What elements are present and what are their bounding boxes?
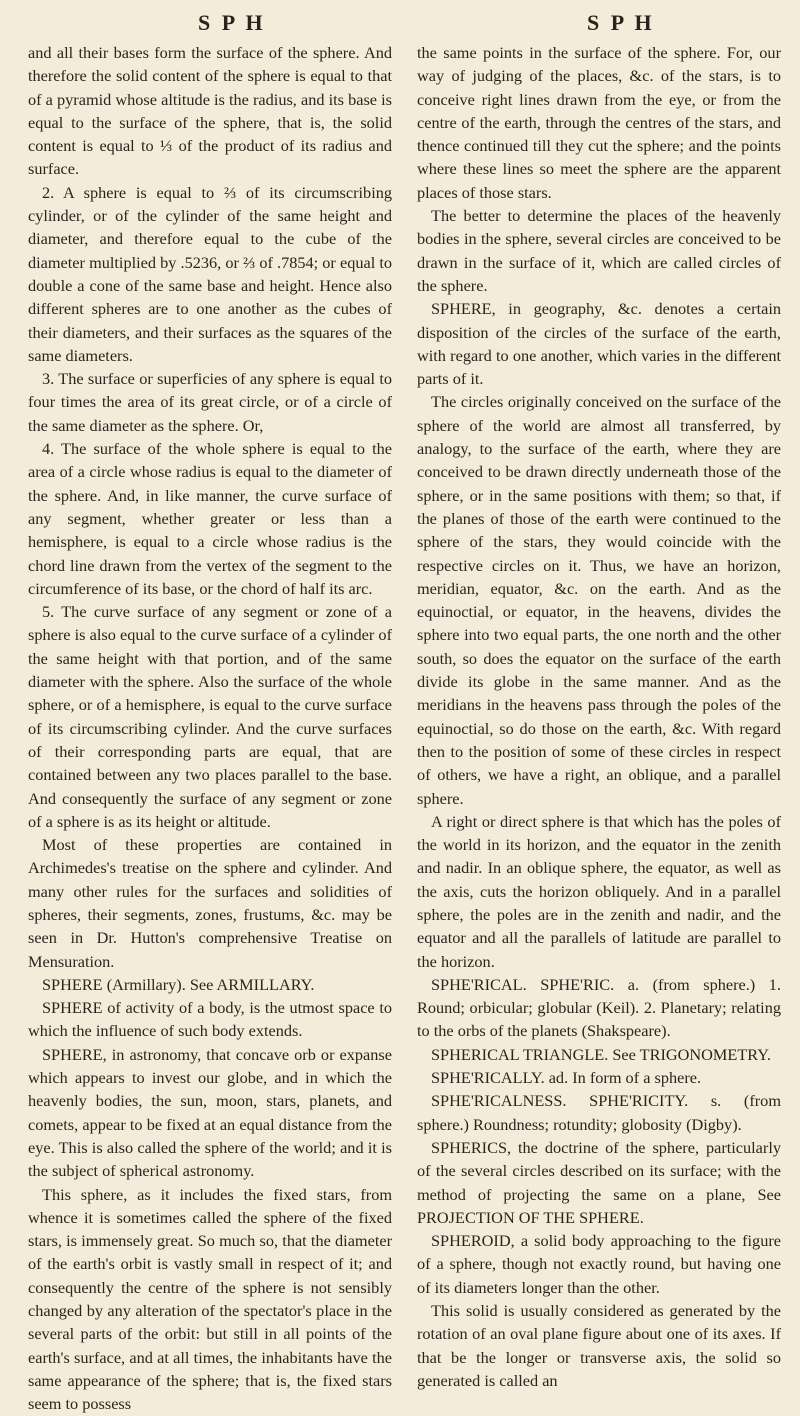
paragraph: 2. A sphere is equal to ⅔ of its circumscribing cylinder, or of the cylinder of the same height and diameter, and therefore equal to the cube of the diameter multiplied by .5236, or ⅔ of .7854; or equal to double a cone of the same base and height. Hence also different spheres are to one another as the cubes of their diameters, and their surfaces as the squares of the same diameters. [28,182,392,365]
left-text-column [28,41,392,1414]
paragraph: This solid is usually considered as generated by the rotation of an oval plane figure about one of its axes. If that be the longer or transverse axis, the solid so generated is called an [417,1301,781,1390]
dictionary-entry: SPHE'RICAL. SPHE'RIC. a. (from sphere.) 1. Round; orbicular; globular (Keil). 2. Planetary; relating to the orbs of the planets (Shakspeare). [417,974,781,1041]
paragraph: Most of these properties are contained in Archimedes's treatise on the sphere and cylinder. And many other rules for the surfaces and solidities of spheres, their segments, zones, frustums, &c. may be seen in Dr. Hutton's comprehensive Treatise on Mensuration. [28,835,392,971]
paragraph: and all their bases form the surface of the sphere. And therefore the solid content of the sphere is equal to that of a pyramid whose altitude is the radius, and its base is equal to the surface of the sphere, that is, the solid content is equal to ⅓ of the product of its radius and surface. [28,43,392,179]
paragraph: This sphere, as it includes the fixed stars, from whence it is sometimes called the sphere of the fixed stars, is immensely great. So much so, that the diameter of the earth's orbit is vastly small in respect of it; and consequently the centre of the sphere is not sensibly changed by any alteration of the spectator's place in the several parts of the orbit: but still in all points of the earth's surface, and at all times, the inhabitants have the same appearance of the sphere; that is, the fixed stars seem to possess [28,1184,392,1414]
dictionary-entry: SPHERE (Armillary). See ARMILLARY. [42,974,315,994]
paragraph: 4. The surface of the whole sphere is equal to the area of a circle whose radius is equal to the diameter of the sphere. And, in like manner, the curve surface of any segment, whether greater or less than a hemisphere, is equal to a circle whose radius is the chord line drawn from the vertex of the segment to the circumference of its base, or the chord of half its arc. [28,439,392,598]
paragraph: A right or direct sphere is that which has the poles of the world in its horizon, and the equator in the zenith and nadir. In an oblique sphere, the equator, as well as the axis, cuts the horizon obliquely. And in a parallel sphere, the poles are in the zenith and nadir, and the equator and all the parallels of latitude are parallel to the horizon. [417,811,781,971]
dictionary-entry: SPHERICAL TRIANGLE. See TRIGONOMETRY. [431,1044,771,1064]
dictionary-entry: SPHERE, in astronomy, that concave orb or expanse which appears to invest our globe, and in which the heavenly bodies, the sun, moon, stars, planets, and comets, appear to be fixed at an equal distance from the eye. This is also called the sphere of the world; and it is the subject of spherical astronomy. [28,1044,392,1181]
right-running-head: S P H [587,10,655,35]
paragraph: the same points in the surface of the sphere. For, our way of judging of the places, &c. of the stars, is to conceive right lines drawn from the eye, or from the centre of the earth, through the centres of the stars, and thence continued till they cut the sphere; and the points where these lines so meet the sphere are the apparent places of those stars. [417,43,781,202]
right-text-column [417,41,781,1390]
left-running-head: S P H [198,10,266,35]
paragraph: 5. The curve surface of any segment or zone of a sphere is also equal to the curve surface of a cylinder of the same height with that portion, and of the same diameter with the sphere. Also the surface of the whole sphere, or of a hemisphere, is equal to the curve surface of its circumscribing cylinder. And the curve surfaces of their corresponding parts are equal, that are contained between any two places parallel to the base. And consequently the surface of any segment or zone of a sphere is as its height or altitude. [28,602,392,831]
dictionary-entry: SPHERICS, the doctrine of the sphere, particularly of the several circles described on its surface; with the method of projecting the same on a plane, See PROJECTION OF THE SPHERE. [417,1137,781,1227]
dictionary-entry: SPHERE of activity of a body, is the utmost space to which the influence of such body extends. [28,998,392,1041]
running-header [0,10,800,40]
paragraph: The circles originally conceived on the surface of the sphere of the world are almost all transferred, by analogy, to the surface of the earth, where they are conceived to be drawn directly underneath those of the sphere, or in the same positions with them; so that, if the planes of those of the earth were continued to the sphere of the stars, they would coincide with the respective circles on it. Thus, we have an horizon, meridian, equator, &c. on the earth. And as the equinoctial, or equator, in the heavens, divides the sphere into two equal parts, the one north and the other south, so does the equator on the surface of the earth divide its globe in the same manner. And as the meridians in the heavens pass through the poles of the equinoctial, so do those on the earth, &c. With regard then to the position of some of these circles in respect of others, we have a right, an oblique, and a parallel sphere. [417,392,781,808]
paragraph: The better to determine the places of the heavenly bodies in the sphere, several circles are conceived to be drawn in the surface of it, which are called circles of the sphere. [417,206,781,295]
dictionary-entry: SPHEROID, a solid body approaching to the figure of a sphere, though not exactly round, but having one of its diameters longer than the other. [417,1231,781,1297]
paragraph: 3. The surface or superficies of any sphere is equal to four times the area of its great circle, or of a circle of the same diameter as the sphere. Or, [28,369,392,435]
dictionary-entry: SPHERE, in geography, &c. denotes a certain disposition of the circles of the surface of the earth, with regard to one another, which varies in the different parts of it. [417,299,781,389]
dictionary-entry: SPHE'RICALLY. ad. In form of a sphere. [431,1068,702,1088]
dictionary-entry: SPHE'RICALNESS. SPHE'RICITY. s. (from sphere.) Roundness; rotundity; globosity (Digby). [417,1091,781,1134]
